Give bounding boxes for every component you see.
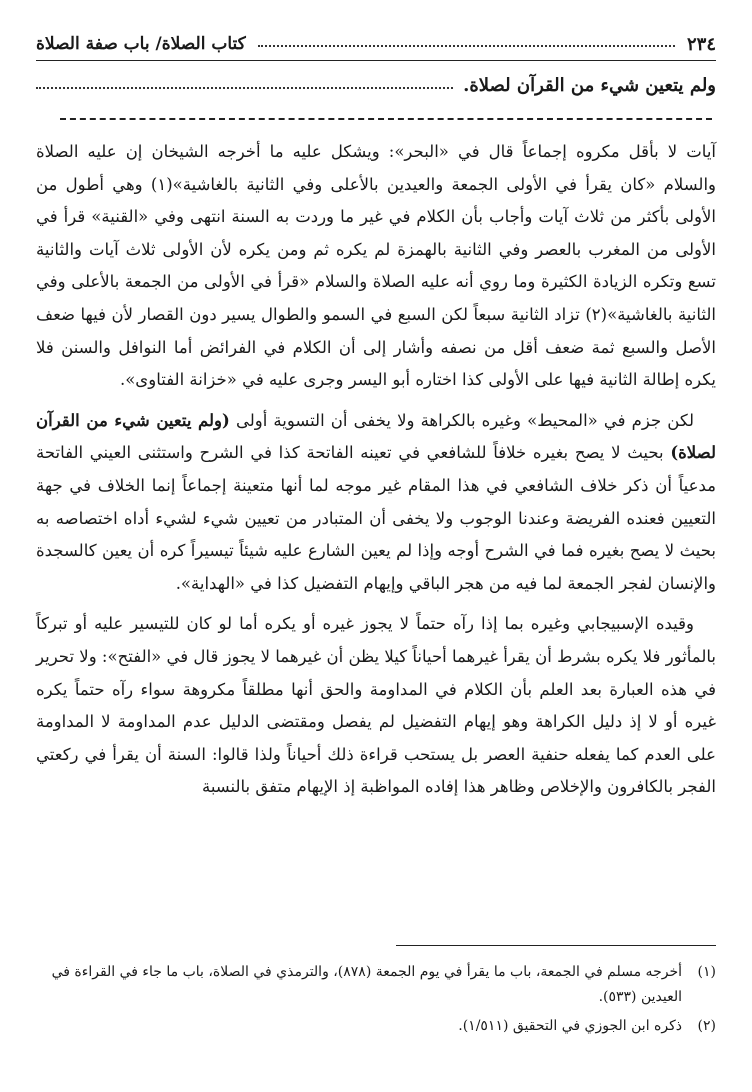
footnote-rule (396, 945, 716, 946)
running-header (36, 30, 716, 58)
paragraph-2-rest: بحيث لا يصح بغيره خلافاً للشافعي في تعينه الفاتحة كذا في الشرح واستثنى العيني الفاتحة مدعياً أن ذكر خلاف الشافعي في هذا المقام غير موجه لما أنها متعينة إجماعاً إنما الخلاف في جهة التعيين فعنده الفريضة وعندنا الوجوب ولا يخفى أن المتبادر من تعيين شيء لشيء أداه اختصاصه به بحيث لا يصح بغيره فما في الشرح أوجه وإذا لم يعين الشارع عليه شيئاً تيسيراً كره أن يعين كالسجدة والإنسان لفجر الجمعة لما فيه من هجر الباقي وإيهام التفضيل كذا في «الهداية». (36, 443, 716, 593)
footnote-2-number: (٢) (697, 1018, 716, 1034)
footnote-2-text: ذكره ابن الجوزي في التحقيق (١/٥١١). (458, 1018, 682, 1034)
chapter-title: كتاب الصلاة/ باب صفة الصلاة (36, 34, 246, 54)
footnote-2 (36, 1014, 716, 1039)
matn-dashed-rule (60, 118, 712, 120)
matn-text: ولم يتعين شيء من القرآن لصلاة. (463, 74, 716, 96)
footnote-1-number: (١) (697, 964, 716, 980)
matn-dotted-leader (36, 87, 453, 89)
matn-quote: (ولم يتعين شيء من القرآن لصلاة) (36, 410, 716, 463)
paragraph-2 (36, 405, 716, 601)
footnote-1-text: أخرجه مسلم في الجمعة، باب ما يقرأ في يوم الجمعة (٨٧٨)، والترمذي في الصلاة، باب ما جاء في القراءة في العيدين (٥٣٣). (51, 964, 682, 1005)
commentary-body (36, 136, 716, 812)
paragraph-3: وقيده الإسبيجابي وغيره بما إذا رآه حتماً لا يجوز غيره أو يكره أما لو كان للتيسير عليه أو تبركاً بالمأثور فلا يكره بشرط أن يقرأ غيرهما أحياناً كيلا يظن أن غيرهما لا يجوز قال في «الفتح»: ولا تحرير في هذه العبارة بعد العلم بأن الكلام في المداومة والحق أنها مطلقاً مكروهة سواء رآه حتماً يكره غيره أو لا إذ دليل الكراهة وهو إيهام التفضيل لم يفصل ومقتضى الدليل عدم المداومة لا المداومة على العدم كما يفعله حنفية العصر بل يستحب قراءة ذلك أحياناً ولذا قالوا: السنة أن يقرأ في ركعتي الفجر بالكافرون والإخلاص وظاهر هذا إفاده المواظبة إذ الإيهام متفق بالنسبة (36, 614, 716, 797)
paragraph-2-start: لكن جزم في «المحيط» وغيره بالكراهة ولا يخفى أن التسوية أولى (229, 410, 694, 430)
matn-line (36, 70, 716, 100)
paragraph-1: آيات لا بأقل مكروه إجماعاً قال في «البحر»: ويشكل عليه ما أخرجه الشيخان إن عليه الصلاة والسلام «كان يقرأ في الأولى الجمعة والعيدين بالأعلى وفي الثانية بالغاشية»(١) وهي أطول من الأولى بأكثر من ثلاث آيات وأجاب بأن الكلام في غير ما وردت به السنة انتهى وفي «القنية» قرأ في الأولى من المغرب بالعصر وفي الثانية بالهمزة لم يكره ثم ومن يكره لأن الأولى ثلاث آيات والثانية تسع وتكره الزيادة الكثيرة وما روي أنه عليه الصلاة والسلام «قرأ في الأولى من الجمعة بالأعلى وفي الثانية بالغاشية»(٢) تزاد الثانية سبعاً لكن السبع في السمو والطوال يسير دون القصار لأن فيها ضعف الأصل والسبع ثمة ضعف أقل من نصفه وأشار إلى أن الكلام في الفرائض أما النوافل والسنن فلا يكره إطالة الثانية فيها على الأولى كذا اختاره أبو اليسر وجرى عليه في «خزانة الفتاوى». (36, 142, 716, 390)
header-rule (36, 60, 716, 61)
page-number: ٢٣٤ (686, 33, 716, 55)
footnote-1 (36, 960, 716, 1010)
header-dotted-leader (258, 45, 675, 47)
footnotes (36, 960, 716, 1043)
